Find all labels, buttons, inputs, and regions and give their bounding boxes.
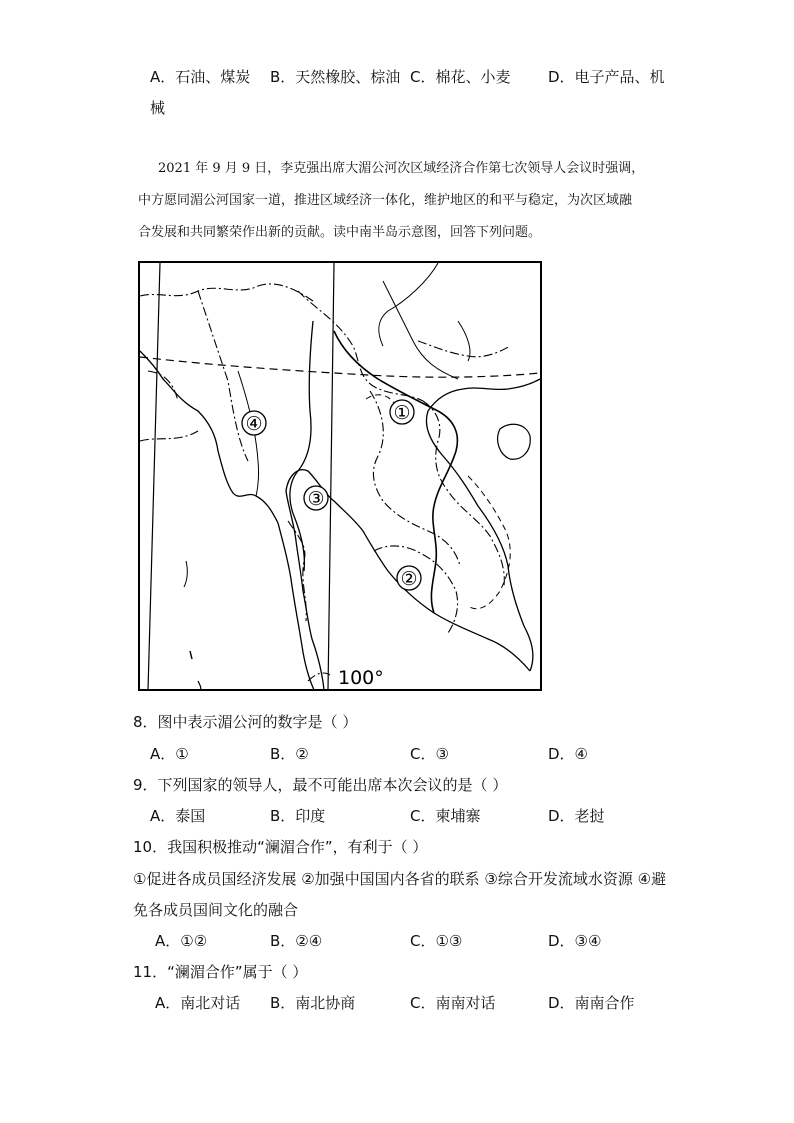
q10-option-a: A．①② <box>155 932 208 950</box>
q10-items-line-1: ①促进各成员国经济发展 ②加强中国国内各省的联系 ③综合开发流域水资源 ④避 <box>133 870 667 888</box>
passage-line-2: 中方愿同湄公河国家一道，推进区域经济一体化，维护地区的和平与稳定，为次区域融 <box>138 193 633 208</box>
q9-stem: 9．下列国家的领导人，最不可能出席本次会议的是（ ） <box>133 776 508 794</box>
q11-stem: 11．“澜湄合作”属于（ ） <box>133 963 308 981</box>
q8-option-c: C．③ <box>410 745 449 763</box>
q11-option-b: B．南北协商 <box>270 994 356 1012</box>
q11-option-c: C．南南对话 <box>410 994 496 1012</box>
q7-option-b: B．天然橡胶、棕油 <box>270 68 401 86</box>
q9-option-d: D．老挝 <box>548 807 605 825</box>
q8-option-d: D．④ <box>548 745 588 763</box>
passage-line-3: 合发展和共同繁荣作出新的贡献。读中南半岛示意图，回答下列问题。 <box>138 225 542 240</box>
q8-stem: 8．图中表示湄公河的数字是（ ） <box>133 713 358 731</box>
q9-option-c: C．柬埔寨 <box>410 807 481 825</box>
map-frame <box>139 262 541 690</box>
map-label-4: ④ <box>245 413 263 435</box>
indochina-map <box>138 261 542 691</box>
q8-option-a: A．① <box>150 745 189 763</box>
q11-option-a: A．南北对话 <box>155 994 241 1012</box>
q10-option-b: B．②④ <box>270 932 323 950</box>
q9-option-b: B．印度 <box>270 807 326 825</box>
q8-option-b: B．② <box>270 745 309 763</box>
map-label-2: ② <box>400 568 418 590</box>
longitude-label: 100° <box>338 667 384 689</box>
q7-option-d: D．电子产品、机 <box>548 68 665 86</box>
q10-option-c: C．①③ <box>410 932 463 950</box>
q7-option-c: C．棉花、小麦 <box>410 68 511 86</box>
q9-option-a: A．泰国 <box>150 807 206 825</box>
q10-items-line-2: 免各成员国间文化的融合 <box>133 901 299 919</box>
q10-option-d: D．③④ <box>548 932 602 950</box>
q7-option-a: A．石油、煤炭 <box>150 68 251 86</box>
q10-stem: 10．我国积极推动“澜湄合作”，有利于（ ） <box>133 838 428 856</box>
passage-line-1: 2021 年 9 月 9 日，李克强出席大湄公河次区域经济合作第七次领导人会议时强调， <box>158 161 645 176</box>
q11-option-d: D．南南合作 <box>548 994 635 1012</box>
q7-option-d-wrap: 械 <box>150 99 166 117</box>
map-label-1: ① <box>393 402 411 424</box>
map-label-3: ③ <box>307 488 325 510</box>
